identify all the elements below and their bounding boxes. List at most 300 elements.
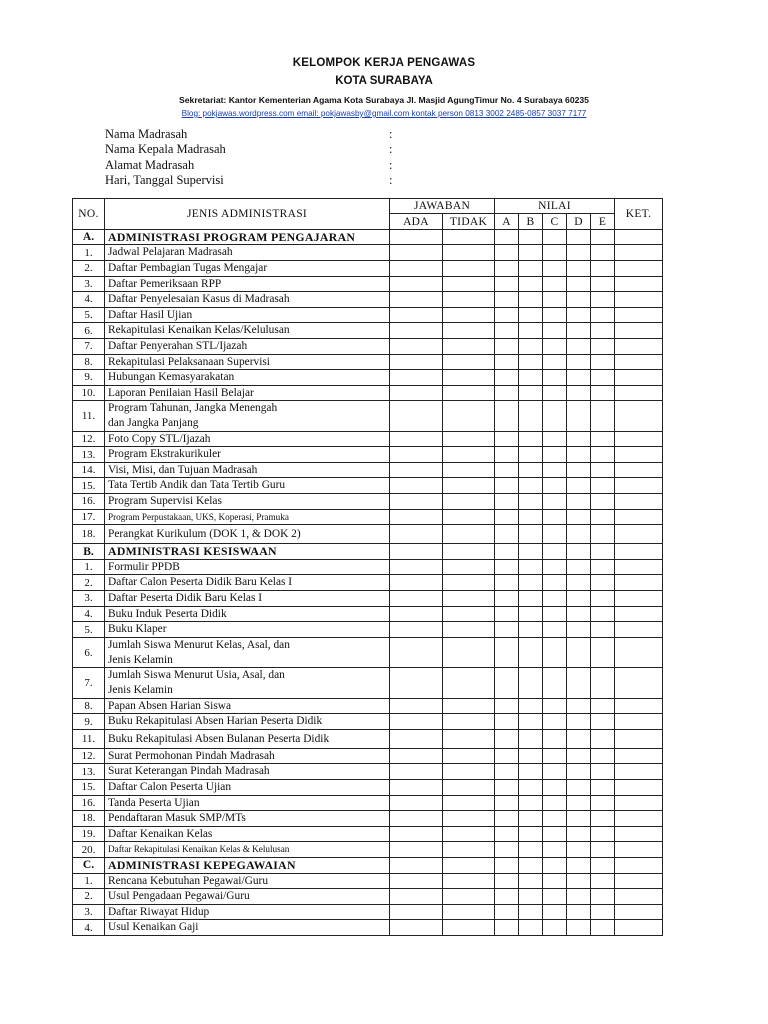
cell-nilai-d[interactable] [567, 842, 591, 858]
cell-nilai-c[interactable] [543, 575, 567, 591]
cell-ket[interactable] [615, 229, 663, 245]
cell-nilai-e[interactable] [591, 276, 615, 292]
cell-nilai-e[interactable] [591, 323, 615, 339]
cell-tidak[interactable] [443, 826, 495, 842]
cell-nilai-e[interactable] [591, 494, 615, 510]
cell-ada[interactable] [390, 544, 443, 560]
cell-ada[interactable] [390, 447, 443, 463]
cell-nilai-a[interactable] [495, 575, 519, 591]
cell-ket[interactable] [615, 779, 663, 795]
cell-nilai-b[interactable] [519, 385, 543, 401]
cell-nilai-c[interactable] [543, 889, 567, 905]
cell-nilai-a[interactable] [495, 842, 519, 858]
cell-nilai-a[interactable] [495, 401, 519, 431]
cell-nilai-b[interactable] [519, 575, 543, 591]
cell-tidak[interactable] [443, 260, 495, 276]
cell-ada[interactable] [390, 904, 443, 920]
cell-ada[interactable] [390, 478, 443, 494]
cell-nilai-a[interactable] [495, 245, 519, 261]
cell-ada[interactable] [390, 323, 443, 339]
cell-nilai-c[interactable] [543, 668, 567, 698]
cell-nilai-d[interactable] [567, 889, 591, 905]
cell-tidak[interactable] [443, 873, 495, 889]
cell-nilai-b[interactable] [519, 889, 543, 905]
cell-nilai-a[interactable] [495, 779, 519, 795]
cell-nilai-e[interactable] [591, 292, 615, 308]
cell-nilai-d[interactable] [567, 544, 591, 560]
cell-nilai-b[interactable] [519, 229, 543, 245]
cell-tidak[interactable] [443, 509, 495, 525]
cell-nilai-c[interactable] [543, 447, 567, 463]
cell-nilai-e[interactable] [591, 478, 615, 494]
cell-nilai-e[interactable] [591, 509, 615, 525]
cell-nilai-d[interactable] [567, 431, 591, 447]
cell-nilai-b[interactable] [519, 873, 543, 889]
cell-nilai-e[interactable] [591, 920, 615, 936]
cell-ket[interactable] [615, 260, 663, 276]
cell-ada[interactable] [390, 668, 443, 698]
cell-tidak[interactable] [443, 494, 495, 510]
cell-nilai-e[interactable] [591, 431, 615, 447]
cell-nilai-d[interactable] [567, 714, 591, 730]
cell-ket[interactable] [615, 729, 663, 748]
cell-ket[interactable] [615, 447, 663, 463]
cell-nilai-e[interactable] [591, 622, 615, 638]
cell-nilai-d[interactable] [567, 779, 591, 795]
cell-tidak[interactable] [443, 637, 495, 667]
cell-nilai-a[interactable] [495, 370, 519, 386]
cell-nilai-e[interactable] [591, 842, 615, 858]
cell-ada[interactable] [390, 338, 443, 354]
cell-nilai-b[interactable] [519, 811, 543, 827]
header-contact-link[interactable]: Blog: pokjawas.wordpress.com email: pokjawasby@gmail.com kontak person 0813 3002 2485-0857 3037 7177 [181, 109, 587, 118]
cell-tidak[interactable] [443, 292, 495, 308]
cell-tidak[interactable] [443, 714, 495, 730]
cell-ada[interactable] [390, 842, 443, 858]
cell-nilai-b[interactable] [519, 559, 543, 575]
cell-nilai-c[interactable] [543, 779, 567, 795]
cell-nilai-d[interactable] [567, 338, 591, 354]
cell-ket[interactable] [615, 698, 663, 714]
cell-nilai-c[interactable] [543, 559, 567, 575]
cell-nilai-a[interactable] [495, 338, 519, 354]
cell-ket[interactable] [615, 354, 663, 370]
cell-ket[interactable] [615, 338, 663, 354]
cell-nilai-e[interactable] [591, 729, 615, 748]
cell-nilai-a[interactable] [495, 606, 519, 622]
cell-ket[interactable] [615, 764, 663, 780]
cell-ada[interactable] [390, 307, 443, 323]
cell-ket[interactable] [615, 857, 663, 873]
cell-nilai-c[interactable] [543, 338, 567, 354]
cell-nilai-c[interactable] [543, 385, 567, 401]
cell-nilai-e[interactable] [591, 401, 615, 431]
cell-nilai-c[interactable] [543, 260, 567, 276]
cell-ada[interactable] [390, 591, 443, 607]
cell-nilai-e[interactable] [591, 889, 615, 905]
cell-tidak[interactable] [443, 606, 495, 622]
cell-tidak[interactable] [443, 338, 495, 354]
cell-nilai-e[interactable] [591, 606, 615, 622]
cell-ada[interactable] [390, 385, 443, 401]
cell-ket[interactable] [615, 826, 663, 842]
cell-nilai-b[interactable] [519, 354, 543, 370]
cell-nilai-a[interactable] [495, 873, 519, 889]
cell-ada[interactable] [390, 229, 443, 245]
cell-nilai-a[interactable] [495, 494, 519, 510]
cell-nilai-e[interactable] [591, 904, 615, 920]
cell-nilai-d[interactable] [567, 525, 591, 544]
cell-ket[interactable] [615, 370, 663, 386]
cell-nilai-c[interactable] [543, 525, 567, 544]
cell-nilai-e[interactable] [591, 668, 615, 698]
cell-tidak[interactable] [443, 447, 495, 463]
cell-tidak[interactable] [443, 622, 495, 638]
cell-nilai-d[interactable] [567, 920, 591, 936]
cell-nilai-d[interactable] [567, 494, 591, 510]
cell-ket[interactable] [615, 591, 663, 607]
cell-ket[interactable] [615, 714, 663, 730]
cell-nilai-e[interactable] [591, 698, 615, 714]
cell-nilai-a[interactable] [495, 622, 519, 638]
cell-nilai-b[interactable] [519, 857, 543, 873]
cell-nilai-c[interactable] [543, 714, 567, 730]
cell-nilai-c[interactable] [543, 307, 567, 323]
cell-nilai-d[interactable] [567, 307, 591, 323]
cell-ket[interactable] [615, 920, 663, 936]
cell-tidak[interactable] [443, 904, 495, 920]
cell-ada[interactable] [390, 764, 443, 780]
cell-tidak[interactable] [443, 307, 495, 323]
cell-ada[interactable] [390, 889, 443, 905]
cell-nilai-e[interactable] [591, 559, 615, 575]
cell-ket[interactable] [615, 292, 663, 308]
cell-nilai-e[interactable] [591, 764, 615, 780]
cell-tidak[interactable] [443, 591, 495, 607]
cell-ket[interactable] [615, 873, 663, 889]
cell-nilai-b[interactable] [519, 276, 543, 292]
cell-nilai-a[interactable] [495, 431, 519, 447]
cell-nilai-e[interactable] [591, 826, 615, 842]
cell-nilai-c[interactable] [543, 795, 567, 811]
cell-tidak[interactable] [443, 795, 495, 811]
cell-nilai-b[interactable] [519, 591, 543, 607]
cell-nilai-b[interactable] [519, 494, 543, 510]
cell-nilai-c[interactable] [543, 401, 567, 431]
cell-ket[interactable] [615, 622, 663, 638]
cell-ada[interactable] [390, 714, 443, 730]
cell-nilai-e[interactable] [591, 354, 615, 370]
cell-nilai-d[interactable] [567, 245, 591, 261]
cell-ket[interactable] [615, 795, 663, 811]
cell-tidak[interactable] [443, 889, 495, 905]
cell-ket[interactable] [615, 462, 663, 478]
cell-tidak[interactable] [443, 370, 495, 386]
cell-ada[interactable] [390, 575, 443, 591]
cell-nilai-d[interactable] [567, 795, 591, 811]
cell-tidak[interactable] [443, 729, 495, 748]
cell-nilai-e[interactable] [591, 385, 615, 401]
cell-nilai-c[interactable] [543, 462, 567, 478]
cell-nilai-c[interactable] [543, 509, 567, 525]
cell-nilai-c[interactable] [543, 811, 567, 827]
cell-nilai-d[interactable] [567, 764, 591, 780]
cell-nilai-e[interactable] [591, 779, 615, 795]
cell-nilai-e[interactable] [591, 307, 615, 323]
cell-nilai-a[interactable] [495, 714, 519, 730]
cell-nilai-a[interactable] [495, 826, 519, 842]
cell-nilai-b[interactable] [519, 637, 543, 667]
cell-nilai-e[interactable] [591, 525, 615, 544]
cell-ada[interactable] [390, 748, 443, 764]
cell-tidak[interactable] [443, 431, 495, 447]
cell-ada[interactable] [390, 431, 443, 447]
cell-tidak[interactable] [443, 559, 495, 575]
cell-nilai-e[interactable] [591, 447, 615, 463]
cell-nilai-c[interactable] [543, 431, 567, 447]
cell-nilai-a[interactable] [495, 729, 519, 748]
cell-nilai-c[interactable] [543, 245, 567, 261]
cell-tidak[interactable] [443, 764, 495, 780]
cell-tidak[interactable] [443, 229, 495, 245]
cell-nilai-d[interactable] [567, 857, 591, 873]
cell-nilai-d[interactable] [567, 622, 591, 638]
cell-nilai-e[interactable] [591, 637, 615, 667]
cell-nilai-d[interactable] [567, 811, 591, 827]
cell-ada[interactable] [390, 729, 443, 748]
cell-nilai-a[interactable] [495, 307, 519, 323]
cell-nilai-d[interactable] [567, 260, 591, 276]
cell-nilai-e[interactable] [591, 462, 615, 478]
cell-nilai-d[interactable] [567, 559, 591, 575]
cell-nilai-e[interactable] [591, 260, 615, 276]
cell-ket[interactable] [615, 245, 663, 261]
cell-nilai-b[interactable] [519, 307, 543, 323]
cell-nilai-b[interactable] [519, 698, 543, 714]
cell-nilai-a[interactable] [495, 509, 519, 525]
cell-ket[interactable] [615, 323, 663, 339]
cell-tidak[interactable] [443, 779, 495, 795]
cell-nilai-b[interactable] [519, 842, 543, 858]
cell-nilai-c[interactable] [543, 544, 567, 560]
cell-tidak[interactable] [443, 323, 495, 339]
cell-nilai-d[interactable] [567, 509, 591, 525]
cell-nilai-b[interactable] [519, 764, 543, 780]
cell-tidak[interactable] [443, 354, 495, 370]
cell-ada[interactable] [390, 354, 443, 370]
cell-nilai-b[interactable] [519, 370, 543, 386]
cell-tidak[interactable] [443, 920, 495, 936]
cell-nilai-b[interactable] [519, 338, 543, 354]
cell-tidak[interactable] [443, 385, 495, 401]
cell-nilai-d[interactable] [567, 276, 591, 292]
cell-nilai-e[interactable] [591, 795, 615, 811]
cell-nilai-b[interactable] [519, 478, 543, 494]
cell-ada[interactable] [390, 826, 443, 842]
cell-nilai-e[interactable] [591, 370, 615, 386]
cell-nilai-c[interactable] [543, 478, 567, 494]
cell-nilai-d[interactable] [567, 904, 591, 920]
cell-tidak[interactable] [443, 857, 495, 873]
cell-nilai-c[interactable] [543, 857, 567, 873]
cell-nilai-b[interactable] [519, 714, 543, 730]
cell-tidak[interactable] [443, 245, 495, 261]
cell-nilai-c[interactable] [543, 606, 567, 622]
cell-nilai-e[interactable] [591, 245, 615, 261]
cell-nilai-d[interactable] [567, 575, 591, 591]
cell-tidak[interactable] [443, 276, 495, 292]
cell-nilai-a[interactable] [495, 637, 519, 667]
cell-ada[interactable] [390, 494, 443, 510]
cell-nilai-b[interactable] [519, 748, 543, 764]
cell-nilai-c[interactable] [543, 637, 567, 667]
cell-ket[interactable] [615, 401, 663, 431]
cell-nilai-b[interactable] [519, 606, 543, 622]
cell-nilai-d[interactable] [567, 729, 591, 748]
cell-nilai-d[interactable] [567, 606, 591, 622]
cell-ada[interactable] [390, 920, 443, 936]
cell-ada[interactable] [390, 525, 443, 544]
cell-ket[interactable] [615, 478, 663, 494]
cell-ada[interactable] [390, 811, 443, 827]
cell-nilai-e[interactable] [591, 575, 615, 591]
cell-nilai-a[interactable] [495, 229, 519, 245]
cell-tidak[interactable] [443, 668, 495, 698]
cell-nilai-b[interactable] [519, 668, 543, 698]
cell-nilai-a[interactable] [495, 559, 519, 575]
cell-ket[interactable] [615, 509, 663, 525]
cell-nilai-d[interactable] [567, 462, 591, 478]
cell-nilai-e[interactable] [591, 748, 615, 764]
cell-nilai-a[interactable] [495, 857, 519, 873]
cell-nilai-c[interactable] [543, 698, 567, 714]
cell-nilai-d[interactable] [567, 370, 591, 386]
cell-ada[interactable] [390, 779, 443, 795]
cell-ada[interactable] [390, 260, 443, 276]
cell-ada[interactable] [390, 559, 443, 575]
cell-nilai-b[interactable] [519, 431, 543, 447]
cell-nilai-b[interactable] [519, 260, 543, 276]
cell-nilai-e[interactable] [591, 229, 615, 245]
cell-tidak[interactable] [443, 811, 495, 827]
cell-ket[interactable] [615, 525, 663, 544]
cell-ket[interactable] [615, 889, 663, 905]
cell-nilai-b[interactable] [519, 401, 543, 431]
cell-nilai-b[interactable] [519, 622, 543, 638]
cell-nilai-d[interactable] [567, 826, 591, 842]
cell-nilai-b[interactable] [519, 904, 543, 920]
cell-nilai-c[interactable] [543, 873, 567, 889]
cell-ket[interactable] [615, 606, 663, 622]
cell-nilai-c[interactable] [543, 354, 567, 370]
cell-nilai-e[interactable] [591, 857, 615, 873]
cell-nilai-a[interactable] [495, 920, 519, 936]
cell-nilai-c[interactable] [543, 920, 567, 936]
cell-nilai-d[interactable] [567, 292, 591, 308]
cell-nilai-a[interactable] [495, 478, 519, 494]
cell-nilai-b[interactable] [519, 826, 543, 842]
cell-tidak[interactable] [443, 698, 495, 714]
cell-ada[interactable] [390, 509, 443, 525]
cell-nilai-c[interactable] [543, 494, 567, 510]
cell-ada[interactable] [390, 245, 443, 261]
cell-ket[interactable] [615, 668, 663, 698]
cell-ket[interactable] [615, 748, 663, 764]
cell-nilai-c[interactable] [543, 764, 567, 780]
cell-ket[interactable] [615, 544, 663, 560]
cell-nilai-d[interactable] [567, 873, 591, 889]
cell-nilai-c[interactable] [543, 276, 567, 292]
cell-nilai-a[interactable] [495, 323, 519, 339]
cell-nilai-b[interactable] [519, 462, 543, 478]
cell-tidak[interactable] [443, 478, 495, 494]
cell-nilai-d[interactable] [567, 668, 591, 698]
cell-nilai-b[interactable] [519, 795, 543, 811]
cell-nilai-c[interactable] [543, 622, 567, 638]
cell-nilai-c[interactable] [543, 229, 567, 245]
cell-nilai-a[interactable] [495, 811, 519, 827]
cell-nilai-a[interactable] [495, 668, 519, 698]
cell-tidak[interactable] [443, 544, 495, 560]
cell-nilai-c[interactable] [543, 323, 567, 339]
cell-nilai-a[interactable] [495, 748, 519, 764]
cell-nilai-b[interactable] [519, 447, 543, 463]
cell-ada[interactable] [390, 370, 443, 386]
cell-nilai-d[interactable] [567, 637, 591, 667]
cell-nilai-d[interactable] [567, 698, 591, 714]
cell-ket[interactable] [615, 575, 663, 591]
cell-nilai-c[interactable] [543, 591, 567, 607]
cell-ada[interactable] [390, 857, 443, 873]
cell-ket[interactable] [615, 904, 663, 920]
cell-nilai-d[interactable] [567, 385, 591, 401]
cell-ket[interactable] [615, 637, 663, 667]
cell-nilai-d[interactable] [567, 401, 591, 431]
cell-ket[interactable] [615, 307, 663, 323]
cell-tidak[interactable] [443, 462, 495, 478]
cell-nilai-a[interactable] [495, 795, 519, 811]
cell-nilai-a[interactable] [495, 447, 519, 463]
cell-ada[interactable] [390, 622, 443, 638]
cell-nilai-a[interactable] [495, 276, 519, 292]
cell-nilai-c[interactable] [543, 904, 567, 920]
cell-ket[interactable] [615, 494, 663, 510]
cell-tidak[interactable] [443, 401, 495, 431]
cell-nilai-a[interactable] [495, 698, 519, 714]
cell-nilai-c[interactable] [543, 292, 567, 308]
cell-tidak[interactable] [443, 842, 495, 858]
cell-nilai-a[interactable] [495, 292, 519, 308]
cell-nilai-d[interactable] [567, 748, 591, 764]
cell-nilai-d[interactable] [567, 447, 591, 463]
cell-ada[interactable] [390, 606, 443, 622]
cell-ada[interactable] [390, 292, 443, 308]
cell-nilai-a[interactable] [495, 260, 519, 276]
cell-nilai-b[interactable] [519, 509, 543, 525]
cell-nilai-a[interactable] [495, 764, 519, 780]
cell-ket[interactable] [615, 842, 663, 858]
cell-nilai-a[interactable] [495, 544, 519, 560]
cell-nilai-b[interactable] [519, 779, 543, 795]
cell-nilai-e[interactable] [591, 591, 615, 607]
cell-nilai-b[interactable] [519, 525, 543, 544]
cell-ket[interactable] [615, 811, 663, 827]
cell-ada[interactable] [390, 401, 443, 431]
cell-ada[interactable] [390, 462, 443, 478]
cell-nilai-b[interactable] [519, 729, 543, 748]
cell-tidak[interactable] [443, 525, 495, 544]
cell-nilai-c[interactable] [543, 729, 567, 748]
